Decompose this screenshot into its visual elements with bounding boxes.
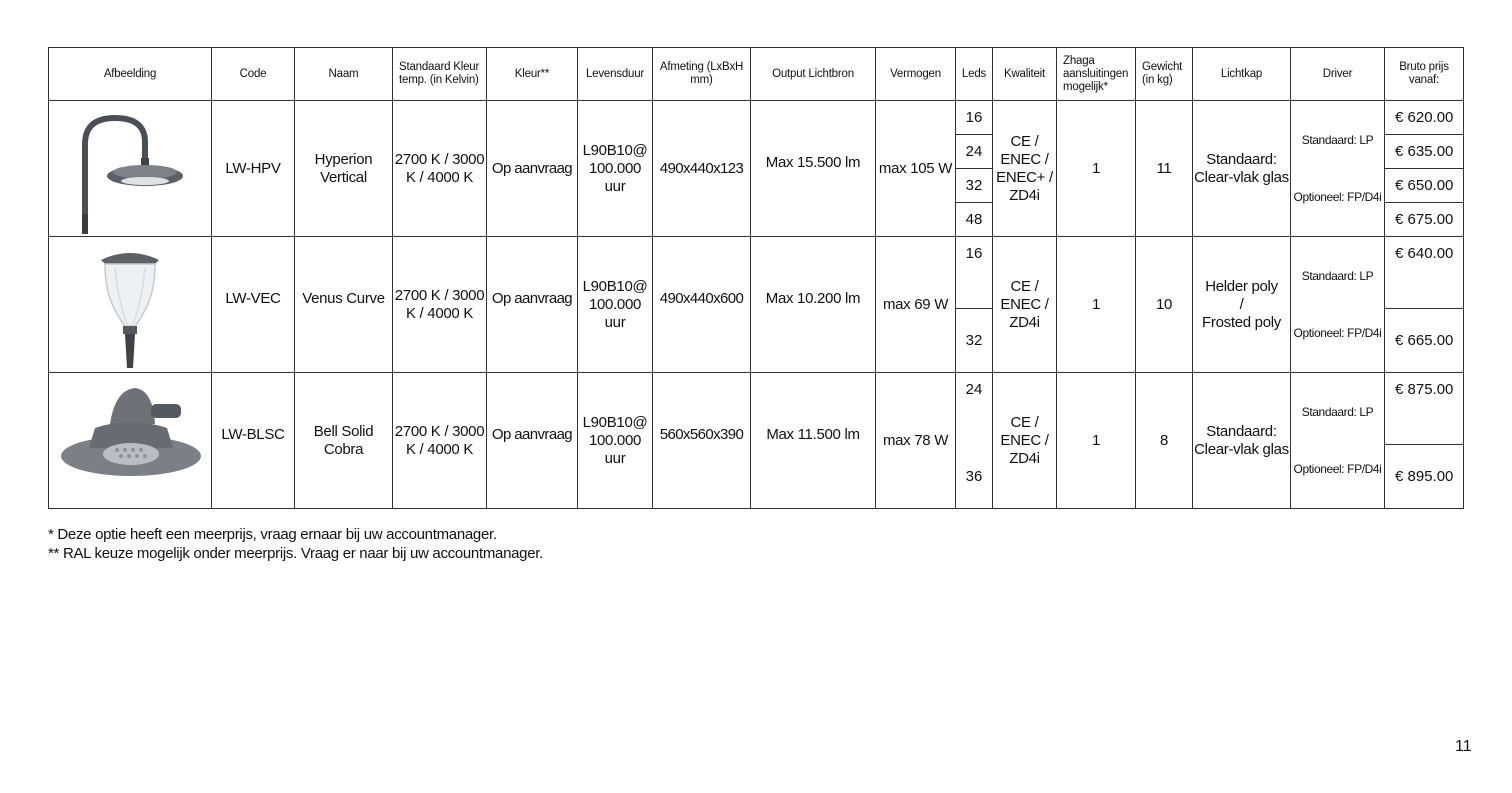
product-power: max 78 W xyxy=(876,373,956,509)
product-image-cell xyxy=(49,101,212,237)
driver-optional: Optioneel: FP/D4i xyxy=(1293,462,1382,477)
leds-option: 24 xyxy=(956,135,992,169)
product-weight: 8 xyxy=(1136,373,1193,509)
driver-standard: Standaard: LP xyxy=(1301,404,1374,419)
driver-optional: Optioneel: FP/D4i xyxy=(1293,326,1382,341)
product-dimensions: 490x440x123 xyxy=(653,101,751,237)
driver-standard: Standaard: LP xyxy=(1301,132,1374,147)
footnotes xyxy=(48,525,543,563)
product-driver xyxy=(1291,101,1385,237)
product-weight: 10 xyxy=(1136,237,1193,373)
product-name: Bell Solid Cobra xyxy=(295,373,393,509)
product-color-temp: 2700 K / 3000 K / 4000 K xyxy=(393,101,487,237)
bell-solid-cobra-lamp-icon xyxy=(55,376,205,506)
product-dimensions: 560x560x390 xyxy=(653,373,751,509)
product-color-temp: 2700 K / 3000 K / 4000 K xyxy=(393,237,487,373)
header-dimensions: Afmeting (LxBxH mm) xyxy=(653,48,751,101)
page-number: 11 xyxy=(1455,738,1472,755)
driver-optional: Optioneel: FP/D4i xyxy=(1293,190,1382,205)
product-quality: CE / ENEC / ZD4i xyxy=(993,237,1057,373)
table-row xyxy=(49,237,1464,373)
leds-option: 24 xyxy=(965,381,983,398)
product-output: Max 10.200 lm xyxy=(751,237,876,373)
cover-option: Helder poly xyxy=(1205,277,1278,295)
header-code: Code xyxy=(212,48,295,101)
product-image-cell xyxy=(49,373,212,509)
product-lifetime: L90B10@ 100.000 uur xyxy=(578,101,653,237)
product-color: Op aanvraag xyxy=(487,373,578,509)
price-table xyxy=(48,47,1464,509)
product-power: max 105 W xyxy=(876,101,956,237)
product-lifetime: L90B10@ 100.000 uur xyxy=(578,237,653,373)
product-leds xyxy=(956,101,993,237)
venus-curve-lamp-icon xyxy=(55,240,205,370)
product-driver xyxy=(1291,237,1385,373)
price-value: € 895.00 xyxy=(1395,468,1454,485)
product-price xyxy=(1385,237,1464,373)
price-value: € 665.00 xyxy=(1395,332,1454,349)
product-weight: 11 xyxy=(1136,101,1193,237)
cover-option: Frosted poly xyxy=(1202,313,1281,331)
leds-option: 32 xyxy=(956,169,992,203)
header-zhaga: Zhaga aansluitingen mogelijk* xyxy=(1057,48,1136,101)
leds-option: 36 xyxy=(965,467,983,485)
product-name: Hyperion Vertical xyxy=(295,101,393,237)
cover-separator: / xyxy=(1239,295,1244,313)
hyperion-vertical-lamp-icon xyxy=(55,104,205,234)
header-price: Bruto prijs vanaf: xyxy=(1385,48,1464,101)
product-code: LW-HPV xyxy=(212,101,295,237)
leds-option: 16 xyxy=(956,237,992,309)
product-output: Max 15.500 lm xyxy=(751,101,876,237)
product-color-temp: 2700 K / 3000 K / 4000 K xyxy=(393,373,487,509)
table-header-row xyxy=(49,48,1464,101)
product-image-cell xyxy=(49,237,212,373)
product-quality: CE / ENEC / ENEC+ / ZD4i xyxy=(993,101,1057,237)
product-cover: Standaard: Clear-vlak glas xyxy=(1193,101,1291,237)
product-color: Op aanvraag xyxy=(487,101,578,237)
header-image: Afbeelding xyxy=(49,48,212,101)
price-value: € 620.00 xyxy=(1385,101,1463,135)
footnote: * Deze optie heeft een meerprijs, vraag ernaar bij uw accountmanager. xyxy=(48,526,497,543)
product-leds xyxy=(956,373,993,509)
product-dimensions: 490x440x600 xyxy=(653,237,751,373)
product-price xyxy=(1385,101,1464,237)
header-driver: Driver xyxy=(1291,48,1385,101)
product-code: LW-VEC xyxy=(212,237,295,373)
leds-option: 48 xyxy=(965,211,983,228)
product-quality: CE / ENEC / ZD4i xyxy=(993,373,1057,509)
product-name: Venus Curve xyxy=(295,237,393,373)
product-driver xyxy=(1291,373,1385,509)
header-output: Output Lichtbron xyxy=(751,48,876,101)
product-output: Max 11.500 lm xyxy=(751,373,876,509)
product-leds xyxy=(956,237,993,373)
price-value: € 650.00 xyxy=(1385,169,1463,203)
table-row xyxy=(49,101,1464,237)
price-value: € 675.00 xyxy=(1395,211,1454,228)
product-zhaga: 1 xyxy=(1057,101,1136,237)
product-cover: Standaard: Clear-vlak glas xyxy=(1193,373,1291,509)
product-cover xyxy=(1193,237,1291,373)
table-row xyxy=(49,373,1464,509)
product-price xyxy=(1385,373,1464,509)
product-color: Op aanvraag xyxy=(487,237,578,373)
header-color-temp: Standaard Kleur temp. (in Kelvin) xyxy=(393,48,487,101)
product-zhaga: 1 xyxy=(1057,237,1136,373)
header-lifetime: Levensduur xyxy=(578,48,653,101)
header-cover: Lichtkap xyxy=(1193,48,1291,101)
header-weight: Gewicht (in kg) xyxy=(1136,48,1193,101)
product-power: max 69 W xyxy=(876,237,956,373)
header-color: Kleur** xyxy=(487,48,578,101)
header-leds: Leds xyxy=(956,48,993,101)
header-quality: Kwaliteit xyxy=(993,48,1057,101)
leds-option: 32 xyxy=(965,332,983,349)
driver-standard: Standaard: LP xyxy=(1301,268,1374,283)
product-zhaga: 1 xyxy=(1057,373,1136,509)
leds-option: 16 xyxy=(956,101,992,135)
footnote: ** RAL keuze mogelijk onder meerprijs. Vraag er naar bij uw accountmanager. xyxy=(48,545,543,562)
product-code: LW-BLSC xyxy=(212,373,295,509)
price-value: € 640.00 xyxy=(1385,237,1463,309)
header-power: Vermogen xyxy=(876,48,956,101)
price-value: € 635.00 xyxy=(1385,135,1463,169)
product-lifetime: L90B10@ 100.000 uur xyxy=(578,373,653,509)
header-name: Naam xyxy=(295,48,393,101)
price-value: € 875.00 xyxy=(1385,373,1463,445)
